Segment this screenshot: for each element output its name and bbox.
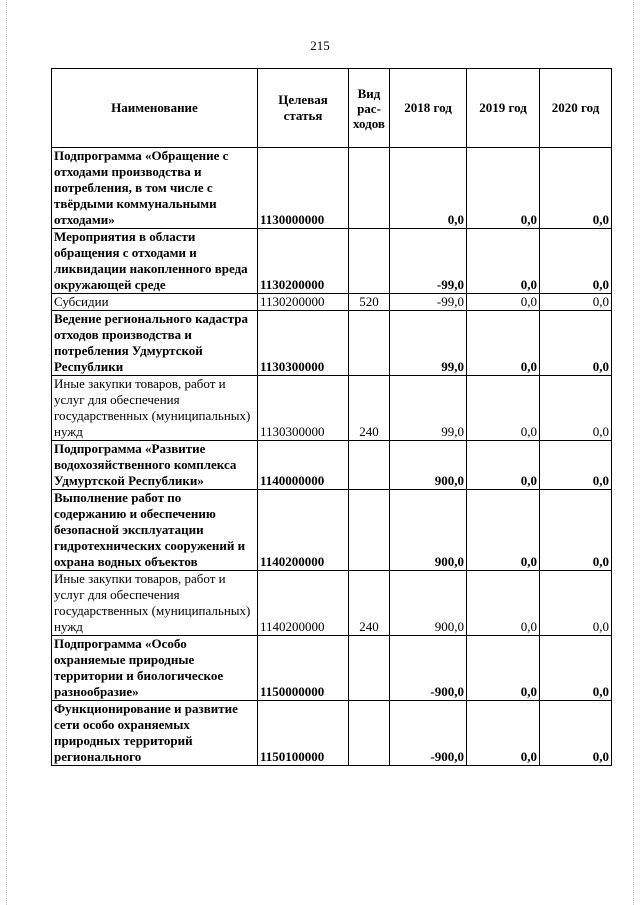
row-expense-type: [349, 490, 390, 571]
row-code: 1130200000: [258, 229, 349, 294]
row-expense-type: [349, 441, 390, 490]
row-name: Функционирование и развитие сети особо охраняемых природных территорий регионального: [52, 701, 258, 766]
row-name: Субсидии: [52, 294, 258, 311]
row-expense-type: [349, 636, 390, 701]
row-code: 1130300000: [258, 311, 349, 376]
page-number: 215: [310, 38, 330, 53]
row-value-2018: -99,0: [390, 229, 467, 294]
table-row: [52, 311, 612, 376]
scan-edge-right: [633, 0, 635, 905]
row-value-2020: 0,0: [540, 311, 612, 376]
row-value-2018: 900,0: [390, 490, 467, 571]
scan-edge-left: [6, 0, 8, 905]
row-code: 1130200000: [258, 294, 349, 311]
table-row: [52, 701, 612, 766]
row-expense-type: [349, 311, 390, 376]
header-name: Наименование: [52, 69, 258, 148]
row-expense-type: [349, 229, 390, 294]
header-2019: 2019 год: [467, 69, 540, 148]
row-value-2019: 0,0: [467, 311, 540, 376]
row-value-2018: -900,0: [390, 701, 467, 766]
row-value-2020: 0,0: [540, 490, 612, 571]
header-code: Целевая статья: [258, 69, 349, 148]
header-2020: 2020 год: [540, 69, 612, 148]
row-value-2019: 0,0: [467, 229, 540, 294]
row-value-2018: 900,0: [390, 571, 467, 636]
row-expense-type: [349, 148, 390, 229]
row-value-2019: 0,0: [467, 490, 540, 571]
row-value-2019: 0,0: [467, 376, 540, 441]
row-expense-type: 520: [349, 294, 390, 311]
row-expense-type: 240: [349, 376, 390, 441]
row-expense-type: 240: [349, 571, 390, 636]
row-value-2020: 0,0: [540, 701, 612, 766]
row-value-2018: 900,0: [390, 441, 467, 490]
row-name: Иные закупки товаров, работ и услуг для обеспечения государственных (муниципальных) нужд: [52, 376, 258, 441]
row-name: Выполнение работ по содержанию и обеспечению безопасной эксплуатации гидротехнических сооружений и охрана водных объектов: [52, 490, 258, 571]
row-value-2019: 0,0: [467, 571, 540, 636]
row-value-2020: 0,0: [540, 441, 612, 490]
row-value-2019: 0,0: [467, 148, 540, 229]
row-name: Подпрограмма «Особо охраняемые природные территории и биологическое разнообразие»: [52, 636, 258, 701]
table-row: [52, 636, 612, 701]
table-row: [52, 376, 612, 441]
table-row: [52, 148, 612, 229]
row-code: 1150100000: [258, 701, 349, 766]
row-value-2018: 99,0: [390, 311, 467, 376]
row-value-2020: 0,0: [540, 229, 612, 294]
table-row: [52, 441, 612, 490]
row-name: Подпрограмма «Обращение с отходами производства и потребления, в том числе с твёрдыми коммунальными отходами»: [52, 148, 258, 229]
row-code: 1140200000: [258, 490, 349, 571]
table-row: [52, 490, 612, 571]
header-2018: 2018 год: [390, 69, 467, 148]
row-name: Ведение регионального кадастра отходов производства и потребления Удмуртской Республики: [52, 311, 258, 376]
row-value-2019: 0,0: [467, 441, 540, 490]
header-expense-type: Вид рас-ходов: [349, 69, 390, 148]
table-row: [52, 294, 612, 311]
row-code: 1140000000: [258, 441, 349, 490]
row-value-2019: 0,0: [467, 701, 540, 766]
row-name: Подпрограмма «Развитие водохозяйственного комплекса Удмуртской Республики»: [52, 441, 258, 490]
row-value-2018: 99,0: [390, 376, 467, 441]
row-code: 1130000000: [258, 148, 349, 229]
row-value-2018: 0,0: [390, 148, 467, 229]
row-name: Иные закупки товаров, работ и услуг для обеспечения государственных (муниципальных) нужд: [52, 571, 258, 636]
budget-table: [51, 68, 612, 766]
table-row: [52, 571, 612, 636]
row-value-2020: 0,0: [540, 376, 612, 441]
row-value-2018: -99,0: [390, 294, 467, 311]
header-row: [52, 69, 612, 148]
row-value-2020: 0,0: [540, 571, 612, 636]
table-body: [52, 148, 612, 766]
row-value-2018: -900,0: [390, 636, 467, 701]
row-value-2019: 0,0: [467, 294, 540, 311]
row-expense-type: [349, 701, 390, 766]
row-name: Мероприятия в области обращения с отходами и ликвидации накопленного вреда окружающей среде: [52, 229, 258, 294]
row-value-2020: 0,0: [540, 294, 612, 311]
table-row: [52, 229, 612, 294]
row-value-2019: 0,0: [467, 636, 540, 701]
row-code: 1130300000: [258, 376, 349, 441]
row-value-2020: 0,0: [540, 148, 612, 229]
row-code: 1150000000: [258, 636, 349, 701]
row-value-2020: 0,0: [540, 636, 612, 701]
row-code: 1140200000: [258, 571, 349, 636]
